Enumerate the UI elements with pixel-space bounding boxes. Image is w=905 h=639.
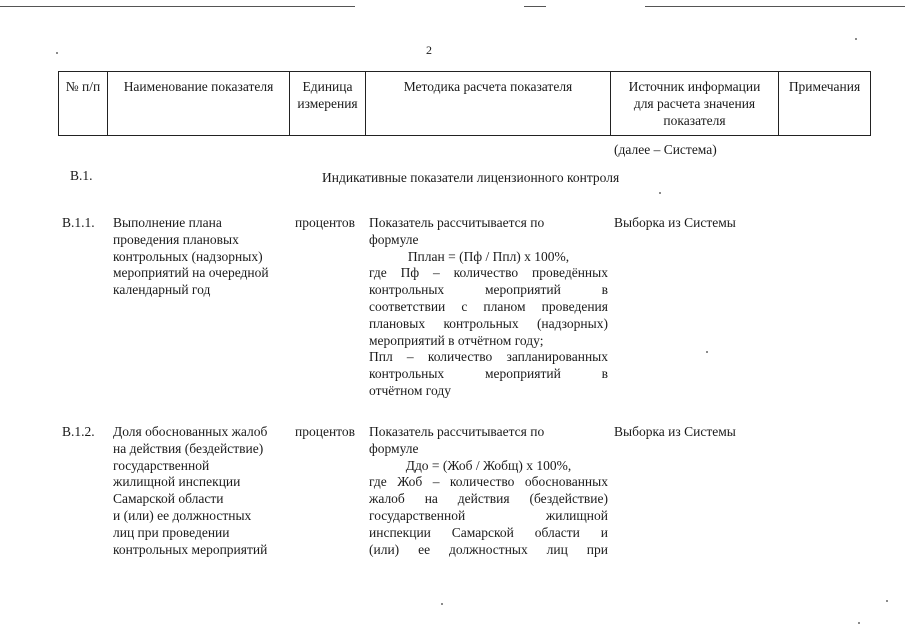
scan-speck — [886, 600, 888, 602]
method-line-justified — [369, 525, 608, 542]
method-line: мероприятий в отчётном году; — [369, 332, 544, 348]
indicator-name-line: на действия (бездействие) — [113, 440, 264, 456]
word: и — [600, 524, 608, 540]
word: Самарской — [451, 524, 514, 540]
method-line-justified — [369, 491, 608, 508]
word: проведённых — [532, 265, 608, 281]
word: запланированных — [506, 349, 608, 365]
word: лиц — [546, 541, 568, 557]
word: ее — [418, 541, 431, 557]
indicator-name-line: мероприятий на очередной — [113, 265, 269, 281]
indicator-name-line: лиц при проведении — [113, 524, 230, 540]
word: – — [432, 474, 440, 490]
word: Пф — [400, 265, 420, 281]
word: контрольных — [443, 315, 519, 331]
word: жалоб — [369, 491, 405, 507]
indicator-name — [113, 424, 291, 558]
word: в — [601, 282, 608, 298]
word: (или) — [369, 541, 400, 557]
word: количество — [427, 349, 493, 365]
header-col-method: Методика расчета показателя — [366, 72, 611, 136]
word: контрольных — [369, 366, 445, 382]
unit-value: процентов — [295, 215, 356, 230]
scan-speck — [56, 52, 58, 54]
header-col-unit-line: измерения — [297, 96, 358, 111]
method-line-justified — [369, 349, 608, 366]
word: мероприятий — [485, 366, 561, 382]
indicator-name-line: контрольных (надзорных) — [113, 248, 263, 264]
method-line-justified — [369, 282, 608, 299]
indicator-name-line: и (или) ее должностных — [113, 507, 252, 523]
indicator-name-line: контрольных мероприятий — [113, 541, 268, 557]
method-line: формуле — [369, 440, 419, 456]
header-col-source-line: показателя — [663, 113, 726, 128]
indicator-name — [113, 215, 291, 299]
word: где — [369, 474, 387, 490]
header-col-source — [611, 72, 779, 136]
word: проведения — [541, 298, 608, 314]
header-col-unit-line: Единица — [302, 79, 353, 94]
method-text — [369, 424, 608, 558]
word: – — [433, 265, 440, 281]
word: мероприятий — [485, 282, 561, 298]
method-line-justified — [369, 508, 608, 525]
word: соответствии — [369, 298, 446, 314]
section-number: В.1. — [70, 168, 93, 183]
scan-speck — [855, 38, 857, 40]
scan-speck — [858, 622, 860, 624]
section-title: Индикативные показатели лицензионного контроля — [322, 170, 620, 185]
indicator-name-line: государственной — [113, 457, 210, 473]
method-line-justified — [369, 299, 608, 316]
word: действия — [457, 491, 510, 507]
scan-speck — [659, 192, 661, 194]
method-line-justified — [369, 366, 608, 383]
word: планом — [483, 298, 526, 314]
unit-value: процентов — [295, 424, 356, 439]
header-col-name: Наименование показателя — [108, 72, 290, 136]
indicator-name-line: проведения плановых — [113, 231, 239, 247]
word: количество — [449, 474, 515, 490]
word: контрольных — [369, 282, 445, 298]
scan-edge-line — [524, 6, 546, 7]
method-line-justified — [369, 316, 608, 333]
row-number: В.1.2. — [62, 424, 95, 439]
method-formula: Ддо = (Жоб / Жобщ) х 100%, — [405, 457, 572, 473]
word: (надзорных) — [536, 315, 608, 331]
word: инспекции — [369, 524, 431, 540]
header-col-number: № п/п — [59, 72, 108, 136]
source-value: Выборка из Системы — [614, 215, 736, 230]
word: должностных — [448, 541, 528, 557]
indicator-name-line: Выполнение плана — [113, 215, 222, 230]
method-line: Показатель рассчитывается по — [369, 215, 545, 230]
header-col-unit — [290, 72, 366, 136]
header-col-source-line: для расчета значения — [633, 96, 756, 111]
indicator-name-line: Доля обоснованных жалоб — [113, 424, 268, 439]
method-line: отчётном году — [369, 382, 451, 398]
header-col-notes: Примечания — [779, 72, 871, 136]
word: где — [369, 265, 387, 281]
continuation-text: (далее – Система) — [614, 142, 717, 157]
scan-edge-line — [645, 6, 905, 7]
word: государственной — [369, 507, 466, 523]
word: с — [461, 298, 468, 314]
method-line: Показатель рассчитывается по — [369, 424, 545, 439]
method-line-justified — [369, 542, 608, 559]
row-number: В.1.1. — [62, 215, 95, 230]
method-formula: Пплан = (Пф / Ппл) х 100%, — [407, 248, 570, 264]
word: Жоб — [397, 474, 423, 490]
word: количество — [453, 265, 519, 281]
word: – — [406, 349, 414, 365]
indicator-name-line: Самарской области — [113, 491, 224, 507]
indicator-name-line: календарный год — [113, 282, 211, 298]
word: (бездействие) — [529, 491, 608, 507]
method-text — [369, 215, 608, 400]
word: жилищной — [545, 507, 608, 523]
method-line-justified — [369, 474, 608, 491]
header-col-source-line: Источник информации — [628, 79, 761, 94]
indicator-name-line: жилищной инспекции — [113, 474, 241, 490]
source-value: Выборка из Системы — [614, 424, 736, 439]
method-line-justified — [369, 265, 608, 282]
scan-speck — [706, 351, 708, 353]
scan-speck — [441, 603, 443, 605]
page-number: 2 — [426, 43, 432, 57]
method-line: формуле — [369, 231, 419, 247]
word: обоснованных — [524, 474, 608, 490]
word: в — [601, 366, 608, 382]
word: на — [424, 491, 438, 507]
word: плановых — [369, 315, 426, 331]
scan-edge-line — [0, 6, 355, 7]
word: области — [534, 524, 580, 540]
word: Ппл — [369, 349, 393, 365]
header-table — [58, 71, 871, 136]
word: при — [586, 541, 608, 557]
